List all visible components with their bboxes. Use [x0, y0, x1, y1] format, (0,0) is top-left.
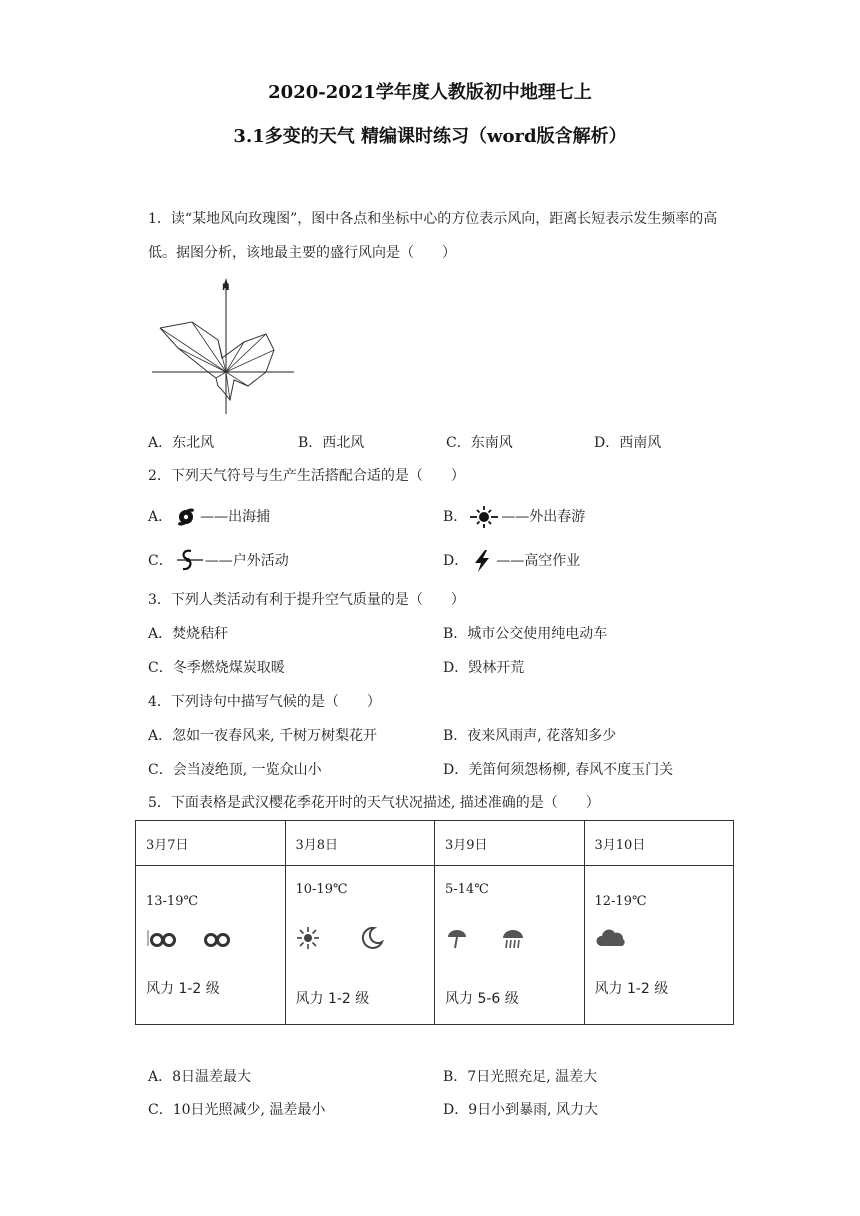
question-1-option-b[interactable]: B．西北风	[298, 435, 365, 451]
option-letter: D．	[443, 553, 469, 569]
question-4-option-d[interactable]: D．羌笛何须怨杨柳, 春风不度玉门关	[443, 762, 674, 778]
document-subtitle: 3.1多变的天气 精编课时练习（word版含解析）	[233, 126, 627, 147]
question-4-option-a[interactable]: A．忽如一夜春风来, 千树万树梨花开	[148, 728, 378, 744]
question-4-option-b[interactable]: B．夜来风雨声, 花落知多少	[443, 728, 617, 744]
weather-cell-day-7	[136, 866, 286, 1025]
sunny-icon	[469, 505, 499, 529]
weather-cell-day-10	[584, 866, 734, 1025]
north-label: N	[222, 283, 230, 293]
question-1-option-d[interactable]: D．西南风	[594, 435, 662, 451]
document-title: 2020-2021学年度人教版初中地理七上	[268, 82, 592, 103]
question-5-option-d[interactable]: D．9日小到暴雨, 风力大	[443, 1102, 599, 1118]
wind-level: 风力 1-2 级	[146, 981, 220, 997]
question-5-option-a[interactable]: A．8日温差最大	[148, 1069, 252, 1085]
temperature-range: 13-19℃	[146, 894, 199, 909]
question-1-options	[148, 432, 708, 454]
moon-icon	[360, 926, 384, 950]
temperature-range: 5-14℃	[445, 882, 489, 897]
sunny-icon	[296, 926, 320, 950]
temperature-range: 10-19℃	[295, 882, 348, 897]
question-3-option-c[interactable]: C．冬季燃烧煤炭取暖	[148, 660, 285, 676]
question-1-option-a[interactable]: A．东北风	[148, 435, 215, 451]
wind-level: 风力 5-6 级	[445, 991, 519, 1007]
lightning-icon	[470, 549, 494, 573]
option-letter: B．	[443, 509, 468, 525]
wind-rose-figure	[148, 274, 298, 420]
question-3-option-a[interactable]: A．焚烧秸秆	[148, 626, 229, 642]
date-cell: 3月8日	[285, 821, 435, 866]
question-3-option-b[interactable]: B．城市公交使用纯电动车	[443, 626, 608, 642]
weather-cell-day-9	[435, 866, 585, 1025]
haze-icon	[146, 926, 180, 950]
wind-force-icon	[175, 548, 203, 574]
option-letter: A．	[148, 509, 173, 525]
question-5-option-b[interactable]: B．7日光照充足, 温差大	[443, 1069, 598, 1085]
option-text: ——外出春游	[501, 509, 586, 525]
question-2-option-b[interactable]	[443, 505, 585, 529]
wind-level: 风力 1-2 级	[295, 991, 370, 1007]
weather-table	[135, 820, 734, 1025]
question-4-option-c[interactable]: C．会当凌绝顶, 一览众山小	[148, 762, 322, 778]
option-text: ——户外活动	[204, 553, 289, 569]
question-1-stem: 1．读“某地风向玫瑰图”，图中各点和坐标中心的方位表示风向，距离长短表示发生频率的高低。据图分析，该地最主要的盛行风向是（ ）	[148, 211, 718, 261]
date-cell: 3月9日	[435, 821, 585, 866]
question-2-option-c[interactable]	[148, 549, 289, 573]
question-2-option-d[interactable]	[443, 549, 580, 573]
date-cell: 3月7日	[136, 821, 286, 866]
typhoon-icon	[174, 505, 198, 529]
wind-level: 风力 1-2 级	[594, 981, 669, 997]
cloudy-icon	[595, 926, 629, 950]
option-text: ——高空作业	[496, 553, 581, 569]
weather-cell-day-8	[285, 866, 435, 1025]
option-text: ——出海捕	[200, 509, 271, 525]
question-4-stem: 4．下列诗句中描写气候的是（ ）	[148, 694, 381, 710]
date-cell: 3月10日	[584, 821, 734, 866]
heavy-rain-icon	[499, 926, 527, 952]
question-5-stem: 5．下面表格是武汉樱花季花开时的天气状况描述, 描述准确的是（ ）	[148, 795, 600, 811]
haze-icon	[200, 926, 234, 950]
light-rain-icon	[445, 926, 471, 952]
question-2-option-a[interactable]	[148, 505, 270, 529]
question-1-option-c[interactable]: C．东南风	[446, 435, 513, 451]
question-3-stem: 3．下列人类活动有利于提升空气质量的是（ ）	[148, 592, 465, 608]
question-2-stem: 2．下列天气符号与生产生活搭配合适的是（ ）	[148, 468, 465, 484]
question-5-option-c[interactable]: C．10日光照减少, 温差最小	[148, 1102, 326, 1118]
option-letter: C．	[148, 553, 173, 569]
temperature-range: 12-19℃	[594, 894, 647, 909]
question-3-option-d[interactable]: D．毁林开荒	[443, 660, 525, 676]
